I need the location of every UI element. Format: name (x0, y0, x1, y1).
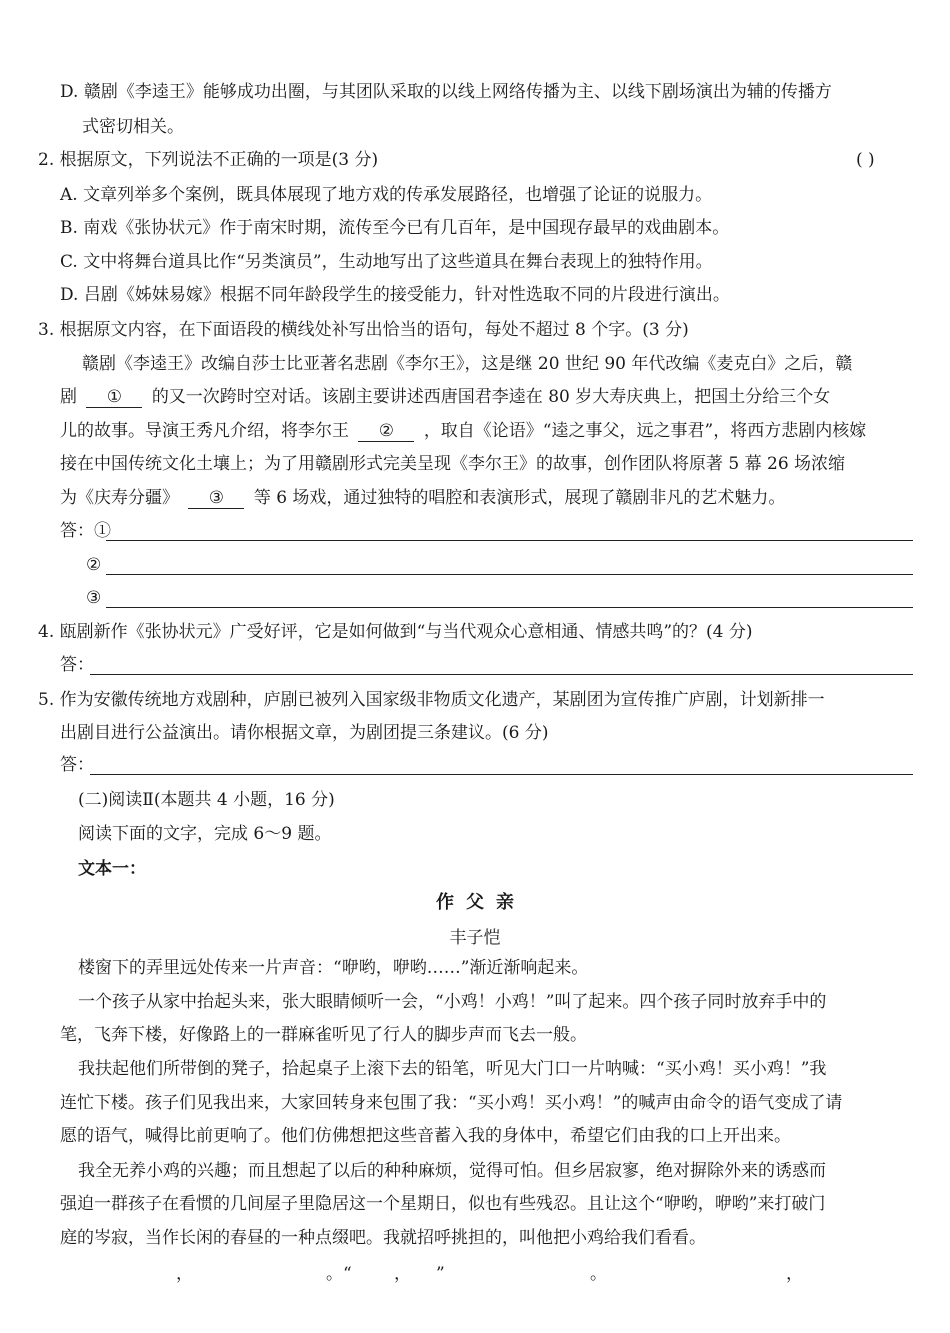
q4-answer-row[interactable] (60, 653, 913, 677)
q5-answer-row[interactable] (60, 753, 913, 777)
text-one-label: 文本一： (78, 859, 146, 879)
essay-fragment: 。 (590, 1264, 607, 1284)
q3-text: 等 6 场戏，通过独特的唱腔和表演形式，展现了赣剧非凡的艺术魅力。 (253, 488, 786, 508)
essay-paragraph-4-line1: 我全无养小鸡的兴趣；而且想起了以后的种种麻烦，觉得可怕。但乡居寂寥，绝对摒除外来的诱惑而 (78, 1161, 826, 1181)
q3-text: 为《庆寿分疆》 (60, 488, 179, 508)
q1-option-d-line2: 式密切相关。 (82, 117, 184, 137)
q3-answer-line-3[interactable] (106, 607, 913, 608)
essay-paragraph-4-line3: 庭的岑寂，当作长闲的春昼的一种点缀吧。我就招呼挑担的，叫他把小鸡给我们看看。 (60, 1228, 706, 1248)
q5-stem-line1: 5. 作为安徽传统地方戏剧种，庐剧已被列入国家级非物质文化遗产，某剧团为宣传推广庐剧，计划新排一 (38, 690, 825, 710)
essay-fragment: ” (436, 1264, 445, 1284)
q5-answer-line[interactable] (90, 774, 913, 775)
q2-option-a: A. 文章列举多个案例，既具体展现了地方戏的传承发展路径，也增强了论证的说服力。 (60, 185, 713, 205)
essay-paragraph-2-line2: 笔，飞奔下楼，好像路上的一群麻雀听见了行人的脚步声而飞去一般。 (60, 1025, 587, 1045)
q2-option-c: C. 文中将舞台道具比作“另类演员”，生动地写出了这些道具在舞台表现上的独特作用。 (60, 252, 713, 272)
essay-paragraph-3-line3: 愿的语气，喊得比前更响了。他们仿佛想把这些音蓄入我的身体中，希望它们由我的口上开出来。 (60, 1126, 791, 1146)
q3-passage-line3 (60, 419, 866, 443)
q3-answer-label-3: ③ (86, 588, 102, 608)
q3-passage-line5 (60, 486, 785, 510)
q3-answer-label-1: 答：① (60, 521, 111, 541)
q3-answer-row-3[interactable] (86, 586, 913, 610)
q4-answer-label: 答： (60, 655, 94, 675)
q3-answer-row-2[interactable] (86, 553, 913, 577)
q3-text: ，取自《论语》“逵之事父，远之事君”，将西方悲剧内核嫁 (423, 421, 867, 441)
section2-instruction: 阅读下面的文字，完成 6～9 题。 (78, 824, 332, 844)
essay-paragraph-3-line1: 我扶起他们所带倒的凳子，拾起桌子上滚下去的铅笔，听见大门口一片呐喊：“买小鸡！买小鸡！”我 (78, 1059, 827, 1079)
q2-stem: 2. 根据原文，下列说法不正确的一项是(3 分) (38, 150, 379, 170)
essay-fragment: ， (394, 1264, 411, 1284)
essay-paragraph-2-line1: 一个孩子从家中抬起头来，张大眼睛倾听一会，“小鸡！小鸡！”叫了起来。四个孩子同时放弃手中的 (78, 992, 827, 1012)
q3-blank-3: ③ (188, 488, 244, 509)
q3-blank-1: ① (86, 387, 142, 408)
q3-text: 的又一次跨时空对话。该剧主要讲述西唐国君李逵在 80 岁大寿庆典上，把国土分给三个女 (151, 387, 831, 407)
q3-answer-line-1[interactable] (106, 540, 913, 541)
q5-answer-label: 答： (60, 755, 94, 775)
q3-passage-line2 (60, 385, 830, 409)
q5-stem-line2: 出剧目进行公益演出。请你根据文章，为剧团提三条建议。(6 分) (60, 723, 549, 743)
essay-title: 作父亲 (436, 892, 526, 913)
q3-text: 儿的故事。导演王秀凡介绍，将李尔王 (60, 421, 349, 441)
q2-option-d: D. 吕剧《姊妹易嫁》根据不同年龄段学生的接受能力，针对性选取不同的片段进行演出。 (60, 285, 730, 305)
q3-text: 剧 (60, 387, 77, 407)
q3-answer-line-2[interactable] (106, 574, 913, 575)
q3-stem: 3. 根据原文内容，在下面语段的横线处补写出恰当的语句，每处不超过 8 个字。(3 分) (38, 320, 689, 340)
essay-fragment: ， (176, 1264, 193, 1284)
essay-paragraph-1: 楼窗下的弄里远处传来一片声音：“咿哟，咿哟……”渐近渐响起来。 (78, 958, 589, 978)
essay-paragraph-4-line2: 强迫一群孩子在看惯的几间屋子里隐居这一个星期日，似也有些残忍。且让这个“咿哟，咿哟”来打破门 (60, 1194, 826, 1214)
q3-passage-line4: 接在中国传统文化土壤上；为了用赣剧形式完美呈现《李尔王》的故事，创作团队将原著 5 幕 26 场浓缩 (60, 454, 846, 474)
section2-heading: (二)阅读Ⅱ(本题共 4 小题，16 分) (78, 790, 335, 810)
q2-answer-parentheses[interactable]: ( ) (856, 150, 875, 170)
essay-fragment: ， (786, 1264, 803, 1284)
essay-fragment: 。“ (326, 1264, 352, 1284)
q3-blank-2: ② (358, 421, 414, 442)
q3-answer-row-1[interactable] (60, 519, 913, 543)
q4-answer-line[interactable] (90, 674, 913, 675)
essay-author: 丰子恺 (449, 928, 501, 948)
q4-stem: 4. 瓯剧新作《张协状元》广受好评，它是如何做到“与当代观众心意相通、情感共鸣”的？(4 分) (38, 622, 753, 642)
q2-option-b: B. 南戏《张协状元》作于南宋时期，流传至今已有几百年，是中国现存最早的戏曲剧本。 (60, 218, 730, 238)
q3-passage-line1: 赣剧《李逵王》改编自莎士比亚著名悲剧《李尔王》，这是继 20 世纪 90 年代改编《麦克白》之后，赣 (82, 354, 853, 374)
q3-answer-label-2: ② (86, 555, 102, 575)
q1-option-d-line1: D. 赣剧《李逵王》能够成功出圈，与其团队采取的以线上网络传播为主、以线下剧场演出为辅的传播方 (60, 82, 832, 102)
essay-paragraph-3-line2: 连忙下楼。孩子们见我出来，大家回转身来包围了我：“买小鸡！买小鸡！”的喊声由命令的语气变成了请 (60, 1093, 843, 1113)
